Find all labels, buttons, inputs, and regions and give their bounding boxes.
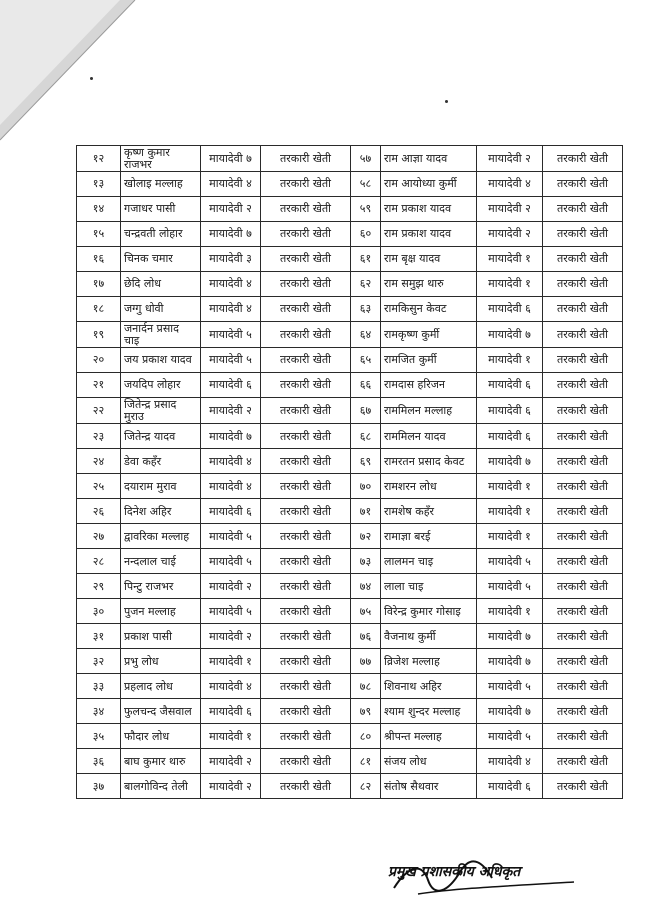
name-cell: प्रभु लोध (121, 649, 201, 674)
occupation-cell: तरकारी खेती (543, 322, 623, 348)
serial-number-cell: ३० (77, 599, 121, 624)
address-cell: मायादेवी ५ (201, 599, 261, 624)
name-cell: प्रहलाद लोध (121, 674, 201, 699)
serial-number-cell: ३६ (77, 749, 121, 774)
table-row (77, 172, 623, 197)
serial-number-cell: ३७ (77, 774, 121, 799)
serial-number-cell: ८२ (351, 774, 381, 799)
address-cell: मायादेवी २ (201, 749, 261, 774)
occupation-cell: तरकारी खेती (261, 348, 351, 373)
name-cell: राममिलन यादव (381, 424, 477, 449)
occupation-cell: तरकारी खेती (261, 449, 351, 474)
name-cell: रामकृष्ण कुर्मी (381, 322, 477, 348)
name-cell: राम प्रकाश यादव (381, 222, 477, 247)
address-cell: मायादेवी १ (477, 474, 543, 499)
name-cell: चिनक चमार (121, 247, 201, 272)
name-cell: छेदि लोध (121, 272, 201, 297)
name-cell: लालमन चाइ (381, 549, 477, 574)
address-cell: मायादेवी ७ (477, 624, 543, 649)
table-row (77, 574, 623, 599)
table-body (77, 146, 623, 799)
table-row (77, 297, 623, 322)
table-row (77, 549, 623, 574)
occupation-cell: तरकारी खेती (261, 649, 351, 674)
name-cell: रामकिसुन केवट (381, 297, 477, 322)
name-cell: व्रिजेश मल्लाह (381, 649, 477, 674)
serial-number-cell: ५९ (351, 197, 381, 222)
address-cell: मायादेवी ५ (201, 348, 261, 373)
name-cell: फौदार लोध (121, 724, 201, 749)
name-cell: खोलाइ मल्लाह (121, 172, 201, 197)
serial-number-cell: २२ (77, 398, 121, 424)
address-cell: मायादेवी १ (201, 724, 261, 749)
name-cell: दयाराम मुराव (121, 474, 201, 499)
table-row (77, 674, 623, 699)
address-cell: मायादेवी १ (201, 649, 261, 674)
occupation-cell: तरकारी खेती (543, 649, 623, 674)
serial-number-cell: ८० (351, 724, 381, 749)
serial-number-cell: ७८ (351, 674, 381, 699)
occupation-cell: तरकारी खेती (261, 297, 351, 322)
table-row (77, 449, 623, 474)
address-cell: मायादेवी २ (201, 774, 261, 799)
serial-number-cell: २४ (77, 449, 121, 474)
address-cell: मायादेवी ४ (201, 172, 261, 197)
table-row (77, 146, 623, 172)
serial-number-cell: ५७ (351, 146, 381, 172)
name-cell: कृष्ण कुमार राजभर (121, 146, 201, 172)
serial-number-cell: २९ (77, 574, 121, 599)
serial-number-cell: २३ (77, 424, 121, 449)
occupation-cell: तरकारी खेती (543, 524, 623, 549)
occupation-cell: तरकारी खेती (543, 549, 623, 574)
serial-number-cell: २० (77, 348, 121, 373)
serial-number-cell: ७९ (351, 699, 381, 724)
name-cell: बाघ कुमार थारु (121, 749, 201, 774)
serial-number-cell: ८१ (351, 749, 381, 774)
address-cell: मायादेवी १ (477, 599, 543, 624)
name-cell: संजय लोध (381, 749, 477, 774)
serial-number-cell: ६९ (351, 449, 381, 474)
serial-number-cell: १५ (77, 222, 121, 247)
address-cell: मायादेवी ५ (201, 524, 261, 549)
serial-number-cell: ६० (351, 222, 381, 247)
serial-number-cell: ७६ (351, 624, 381, 649)
name-cell: रामरतन प्रसाद केवट (381, 449, 477, 474)
address-cell: मायादेवी ३ (201, 247, 261, 272)
address-cell: मायादेवी ५ (201, 322, 261, 348)
name-cell: रामशरन लोध (381, 474, 477, 499)
address-cell: मायादेवी ४ (477, 749, 543, 774)
occupation-cell: तरकारी खेती (261, 499, 351, 524)
address-cell: मायादेवी ७ (477, 699, 543, 724)
occupation-cell: तरकारी खेती (261, 574, 351, 599)
serial-number-cell: २७ (77, 524, 121, 549)
name-cell: बालगोविन्द तेली (121, 774, 201, 799)
signature-title: प्रमुख प्रशासकीय अधिकृत (388, 864, 521, 880)
address-cell: मायादेवी ६ (201, 373, 261, 398)
occupation-cell: तरकारी खेती (261, 599, 351, 624)
serial-number-cell: ६८ (351, 424, 381, 449)
table-row (77, 499, 623, 524)
occupation-cell: तरकारी खेती (543, 449, 623, 474)
serial-number-cell: १९ (77, 322, 121, 348)
serial-number-cell: ३४ (77, 699, 121, 724)
name-cell: वैजनाथ कुर्मी (381, 624, 477, 649)
table-row (77, 424, 623, 449)
name-cell: नन्दलाल चाई (121, 549, 201, 574)
occupation-cell: तरकारी खेती (261, 749, 351, 774)
name-cell: राममिलन मल्लाह (381, 398, 477, 424)
occupation-cell: तरकारी खेती (261, 524, 351, 549)
occupation-cell: तरकारी खेती (261, 724, 351, 749)
serial-number-cell: ७४ (351, 574, 381, 599)
address-cell: मायादेवी ६ (477, 398, 543, 424)
occupation-cell: तरकारी खेती (543, 146, 623, 172)
occupation-cell: तरकारी खेती (543, 398, 623, 424)
name-cell: डेवा कहँर (121, 449, 201, 474)
occupation-cell: तरकारी खेती (543, 222, 623, 247)
serial-number-cell: ७७ (351, 649, 381, 674)
name-cell: पिन्टु राजभर (121, 574, 201, 599)
name-cell: संतोष सैथवार (381, 774, 477, 799)
table-row (77, 398, 623, 424)
address-cell: मायादेवी ५ (477, 674, 543, 699)
occupation-cell: तरकारी खेती (543, 699, 623, 724)
address-cell: मायादेवी ६ (477, 424, 543, 449)
name-cell: श्रीपन्त मल्लाह (381, 724, 477, 749)
folded-corner-shadow (0, 0, 140, 150)
serial-number-cell: ६४ (351, 322, 381, 348)
serial-number-cell: २५ (77, 474, 121, 499)
occupation-cell: तरकारी खेती (543, 624, 623, 649)
address-cell: मायादेवी ७ (477, 649, 543, 674)
name-cell: जनार्दन प्रसाद चाइ (121, 322, 201, 348)
address-cell: मायादेवी ४ (201, 674, 261, 699)
scan-speck (445, 100, 448, 103)
address-cell: मायादेवी २ (201, 398, 261, 424)
name-cell: जितेन्द्र प्रसाद मुराउ (121, 398, 201, 424)
occupation-cell: तरकारी खेती (543, 749, 623, 774)
address-cell: मायादेवी ७ (477, 322, 543, 348)
serial-number-cell: ५८ (351, 172, 381, 197)
address-cell: मायादेवी १ (477, 247, 543, 272)
serial-number-cell: १८ (77, 297, 121, 322)
name-cell: दिनेश अहिर (121, 499, 201, 524)
address-cell: मायादेवी २ (477, 146, 543, 172)
name-cell: चन्द्रवती लोहार (121, 222, 201, 247)
address-cell: मायादेवी २ (477, 222, 543, 247)
address-cell: मायादेवी २ (201, 197, 261, 222)
address-cell: मायादेवी ६ (477, 297, 543, 322)
serial-number-cell: ६२ (351, 272, 381, 297)
name-cell: शिवनाथ अहिर (381, 674, 477, 699)
serial-number-cell: १६ (77, 247, 121, 272)
serial-number-cell: २६ (77, 499, 121, 524)
name-cell: राम आयोध्या कुर्मी (381, 172, 477, 197)
address-cell: मायादेवी १ (477, 499, 543, 524)
serial-number-cell: २८ (77, 549, 121, 574)
address-cell: मायादेवी ५ (477, 724, 543, 749)
name-cell: राम प्रकाश यादव (381, 197, 477, 222)
address-cell: मायादेवी ५ (477, 574, 543, 599)
occupation-cell: तरकारी खेती (543, 599, 623, 624)
address-cell: मायादेवी ६ (201, 499, 261, 524)
serial-number-cell: १७ (77, 272, 121, 297)
table-row (77, 724, 623, 749)
address-cell: मायादेवी १ (477, 348, 543, 373)
address-cell: मायादेवी ४ (201, 474, 261, 499)
name-cell: रामशेष कहँर (381, 499, 477, 524)
table-row (77, 373, 623, 398)
address-cell: मायादेवी २ (477, 197, 543, 222)
address-cell: मायादेवी ५ (477, 549, 543, 574)
address-cell: मायादेवी ७ (201, 424, 261, 449)
occupation-cell: तरकारी खेती (261, 272, 351, 297)
address-cell: मायादेवी ५ (201, 549, 261, 574)
address-cell: मायादेवी २ (201, 574, 261, 599)
serial-number-cell: ३२ (77, 649, 121, 674)
occupation-cell: तरकारी खेती (261, 674, 351, 699)
serial-number-cell: ६१ (351, 247, 381, 272)
occupation-cell: तरकारी खेती (543, 197, 623, 222)
serial-number-cell: ६६ (351, 373, 381, 398)
occupation-cell: तरकारी खेती (261, 398, 351, 424)
table-row (77, 649, 623, 674)
name-cell: राम समुझ थारु (381, 272, 477, 297)
occupation-cell: तरकारी खेती (543, 297, 623, 322)
table-row (77, 222, 623, 247)
address-cell: मायादेवी १ (477, 272, 543, 297)
occupation-cell: तरकारी खेती (543, 774, 623, 799)
occupation-cell: तरकारी खेती (543, 424, 623, 449)
table-row (77, 699, 623, 724)
occupation-cell: तरकारी खेती (543, 724, 623, 749)
name-cell: श्याम शुन्दर मल्लाह (381, 699, 477, 724)
occupation-cell: तरकारी खेती (261, 774, 351, 799)
name-cell: राम आज्ञा यादव (381, 146, 477, 172)
name-cell: जितेन्द्र यादव (121, 424, 201, 449)
table-row (77, 599, 623, 624)
serial-number-cell: ७५ (351, 599, 381, 624)
occupation-cell: तरकारी खेती (261, 373, 351, 398)
serial-number-cell: ३३ (77, 674, 121, 699)
address-cell: मायादेवी ७ (201, 146, 261, 172)
address-cell: मायादेवी ६ (201, 699, 261, 724)
name-cell: फुलचन्द जैसवाल (121, 699, 201, 724)
serial-number-cell: ३५ (77, 724, 121, 749)
table-row (77, 749, 623, 774)
name-cell: रामाज्ञा बरई (381, 524, 477, 549)
table-row (77, 348, 623, 373)
name-cell: गजाधर पासी (121, 197, 201, 222)
serial-number-cell: ६७ (351, 398, 381, 424)
serial-number-cell: २१ (77, 373, 121, 398)
name-cell: रामजित कुर्मी (381, 348, 477, 373)
name-cell: जय प्रकाश यादव (121, 348, 201, 373)
serial-number-cell: ३१ (77, 624, 121, 649)
table-row (77, 272, 623, 297)
table-row (77, 197, 623, 222)
name-cell: जयदिप लोहार (121, 373, 201, 398)
address-cell: मायादेवी ७ (201, 222, 261, 247)
address-cell: मायादेवी ६ (477, 774, 543, 799)
address-cell: मायादेवी ४ (201, 297, 261, 322)
occupation-cell: तरकारी खेती (261, 624, 351, 649)
occupation-cell: तरकारी खेती (261, 222, 351, 247)
occupation-cell: तरकारी खेती (543, 499, 623, 524)
address-cell: मायादेवी ४ (477, 172, 543, 197)
occupation-cell: तरकारी खेती (543, 272, 623, 297)
serial-number-cell: ६३ (351, 297, 381, 322)
serial-number-cell: ७३ (351, 549, 381, 574)
occupation-cell: तरकारी खेती (543, 172, 623, 197)
beneficiary-table (76, 145, 623, 799)
serial-number-cell: ७१ (351, 499, 381, 524)
address-cell: मायादेवी ४ (201, 272, 261, 297)
scan-speck (90, 77, 93, 80)
occupation-cell: तरकारी खेती (543, 474, 623, 499)
name-cell: जग्गु धोवी (121, 297, 201, 322)
serial-number-cell: ७० (351, 474, 381, 499)
serial-number-cell: १२ (77, 146, 121, 172)
occupation-cell: तरकारी खेती (261, 146, 351, 172)
address-cell: मायादेवी ७ (477, 449, 543, 474)
table-row (77, 524, 623, 549)
name-cell: लाला चाइ (381, 574, 477, 599)
address-cell: मायादेवी २ (201, 624, 261, 649)
table-row (77, 624, 623, 649)
serial-number-cell: १४ (77, 197, 121, 222)
occupation-cell: तरकारी खेती (543, 247, 623, 272)
serial-number-cell: ७२ (351, 524, 381, 549)
occupation-cell: तरकारी खेती (261, 474, 351, 499)
table-row (77, 474, 623, 499)
name-cell: राम बृक्ष यादव (381, 247, 477, 272)
occupation-cell: तरकारी खेती (261, 322, 351, 348)
name-cell: रामदास हरिजन (381, 373, 477, 398)
name-cell: पुजन मल्लाह (121, 599, 201, 624)
address-cell: मायादेवी ६ (477, 373, 543, 398)
table-row (77, 774, 623, 799)
occupation-cell: तरकारी खेती (543, 373, 623, 398)
table-row (77, 247, 623, 272)
serial-number-cell: १३ (77, 172, 121, 197)
occupation-cell: तरकारी खेती (261, 172, 351, 197)
occupation-cell: तरकारी खेती (543, 674, 623, 699)
occupation-cell: तरकारी खेती (543, 574, 623, 599)
serial-number-cell: ६५ (351, 348, 381, 373)
table-row (77, 322, 623, 348)
occupation-cell: तरकारी खेती (261, 699, 351, 724)
address-cell: मायादेवी ४ (201, 449, 261, 474)
occupation-cell: तरकारी खेती (543, 348, 623, 373)
address-cell: मायादेवी १ (477, 524, 543, 549)
occupation-cell: तरकारी खेती (261, 424, 351, 449)
name-cell: विरेन्द्र कुमार गोसाइ (381, 599, 477, 624)
occupation-cell: तरकारी खेती (261, 549, 351, 574)
name-cell: द्वावरिका मल्लाह (121, 524, 201, 549)
occupation-cell: तरकारी खेती (261, 197, 351, 222)
occupation-cell: तरकारी खेती (261, 247, 351, 272)
name-cell: प्रकाश पासी (121, 624, 201, 649)
